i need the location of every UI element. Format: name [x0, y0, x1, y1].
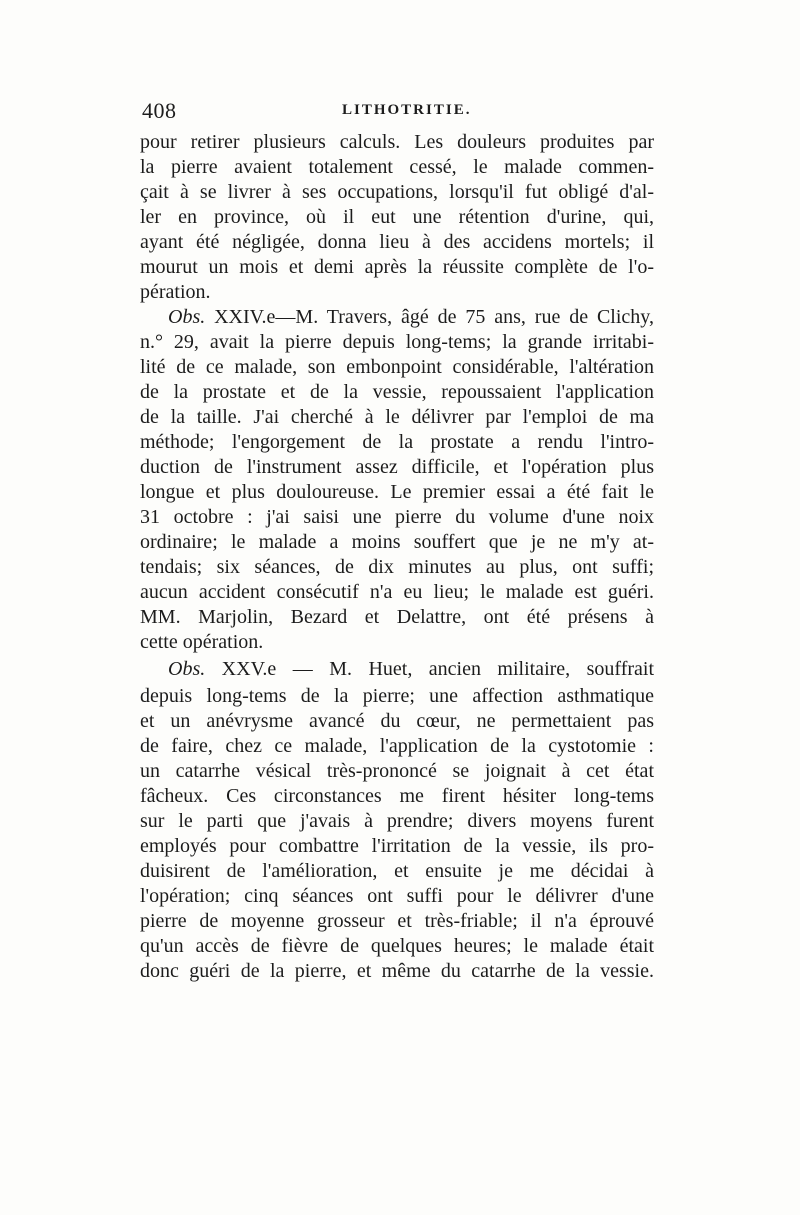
text-line: qu'un accès de fièvre de quelques heures; le malade était [140, 935, 654, 957]
text-line: employés pour combattre l'irritation de la vessie, ils pro- [140, 835, 654, 857]
text-line: çait à se livrer à ses occupations, lorsqu'il fut obligé d'al- [140, 181, 654, 203]
text-line: longue et plus douloureuse. Le premier essai a été fait le [140, 481, 654, 503]
text-line: MM. Marjolin, Bezard et Delattre, ont été présens à [140, 606, 654, 628]
text-line: de la prostate et de la vessie, repoussaient l'application [140, 381, 654, 403]
text-line: pierre de moyenne grosseur et très-friable; il n'a éprouvé [140, 910, 654, 932]
running-head: LITHOTRITIE. [342, 102, 472, 118]
text-line: fâcheux. Ces circonstances me firent hésiter long-tems [140, 785, 654, 807]
text-line: depuis long-tems de la pierre; une affection asthmatique [140, 685, 654, 707]
text-line: donc guéri de la pierre, et même du catarrhe de la vessie. [140, 960, 654, 982]
text-line: un catarrhe vésical très-prononcé se joignait à cet état [140, 760, 654, 782]
text-line: duisirent de l'amélioration, et ensuite je me décidai à [140, 860, 654, 882]
text-line: de la taille. J'ai cherché à le délivrer par l'emploi de ma [140, 406, 654, 428]
text-line: tendais; six séances, de dix minutes au plus, ont suffi; [140, 556, 654, 578]
text-line: 31 octobre : j'ai saisi une pierre du volume d'une noix [140, 506, 654, 528]
text-line: l'opération; cinq séances ont suffi pour le délivrer d'une [140, 885, 654, 907]
text-line: cette opération. [140, 631, 264, 653]
text-line: la pierre avaient totalement cessé, le malade commen- [140, 156, 654, 178]
text-line: ler en province, où il eut une rétention d'urine, qui, [140, 206, 654, 228]
text-line: ayant été négligée, donna lieu à des accidens mortels; il [140, 231, 654, 253]
text-line: lité de ce malade, son embonpoint considérable, l'altération [140, 356, 654, 378]
observation-label: Obs. [168, 306, 206, 328]
text-line: ordinaire; le malade a moins souffert que je ne m'y at- [140, 531, 654, 553]
text-line: de faire, chez ce malade, l'application de la cystotomie : [140, 735, 654, 757]
text-line: sur le parti que j'avais à prendre; divers moyens furent [140, 810, 654, 832]
text-line: duction de l'instrument assez difficile, et l'opération plus [140, 456, 654, 478]
text-line: aucun accident consécutif n'a eu lieu; le malade est guéri. [140, 581, 654, 603]
page-number: 408 [142, 98, 177, 123]
page-header [142, 98, 652, 128]
text-line: n.° 29, avait la pierre depuis long-tems; la grande irritabi- [140, 331, 654, 353]
observation-label: Obs. [168, 658, 206, 680]
text-line: pour retirer plusieurs calculs. Les douleurs produites par [140, 131, 654, 153]
text-line: méthode; l'engorgement de la prostate a rendu l'intro- [140, 431, 654, 453]
text-line: et un anévrysme avancé du cœur, ne permettaient pas [140, 710, 654, 732]
text-line: pération. [140, 281, 211, 303]
observation-heading-line: Obs. XXIV.e—M. Travers, âgé de 75 ans, rue de Clichy, [168, 306, 654, 328]
body-text [140, 130, 654, 984]
observation-heading-line: Obs. XXV.e — M. Huet, ancien militaire, souffrait [168, 658, 654, 680]
text-line: mourut un mois et demi après la réussite complète de l'o- [140, 256, 654, 278]
